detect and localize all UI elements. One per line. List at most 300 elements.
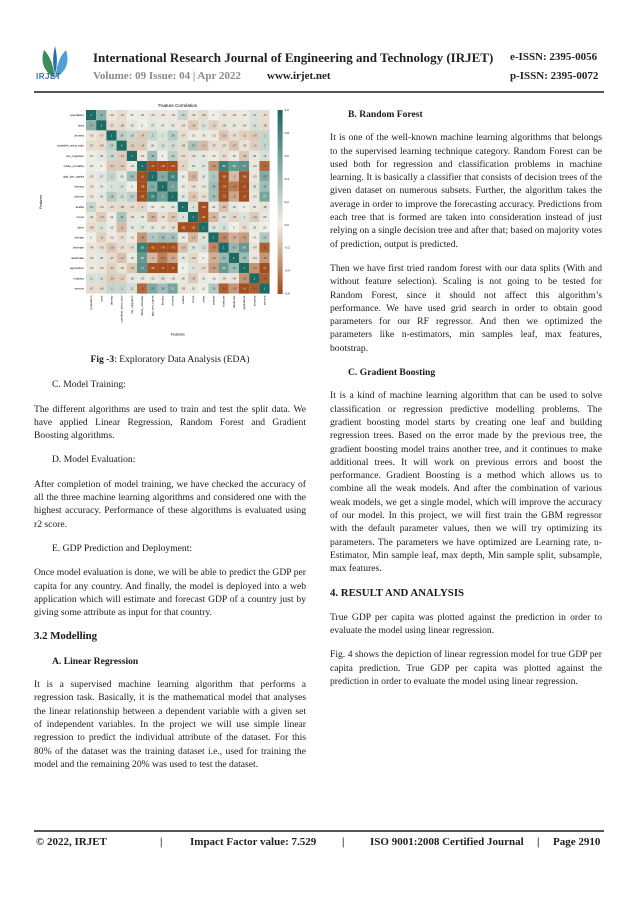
heatmap-cell-value: -.2 bbox=[201, 144, 205, 148]
heatmap-cell-value: -.03 bbox=[109, 114, 114, 118]
heatmap-cell-value: .08 bbox=[160, 277, 165, 281]
heatmap-cell-value: -.06 bbox=[99, 246, 104, 250]
heatmap-cell-value: -.31 bbox=[241, 236, 247, 240]
logo-text: IRJET bbox=[36, 72, 62, 81]
heatmap-cell-value: -.76 bbox=[139, 185, 145, 189]
heatmap-cell-value: -.15 bbox=[190, 195, 196, 199]
heatmap-cell-value: -.22 bbox=[190, 175, 196, 179]
heatmap-cell-value: .85 bbox=[140, 246, 144, 250]
heatmap-cell-value: .15 bbox=[170, 144, 175, 148]
heatmap-cell-value: .28 bbox=[170, 134, 175, 138]
right-column bbox=[330, 108, 602, 699]
heatmap-cell-value: -.02 bbox=[211, 134, 216, 138]
x-tick-label: coastline_area_ratio bbox=[119, 295, 124, 323]
heatmap-cell-value: -.07 bbox=[231, 134, 237, 138]
heatmap-cell-value: .2 bbox=[263, 144, 266, 148]
heatmap-cell-value: .66 bbox=[140, 256, 144, 260]
heatmap-cell-value: -.14 bbox=[252, 134, 257, 138]
heatmap-cell-value: -.07 bbox=[88, 144, 94, 148]
heatmap-cell-value: -.16 bbox=[221, 134, 226, 138]
heatmap-cell-value: -.11 bbox=[211, 124, 216, 128]
e-issn: e-ISSN: 2395-0056 bbox=[510, 51, 598, 63]
heatmap-cell-value: -.5 bbox=[262, 165, 267, 169]
footer-iso: ISO 9001:2008 Certified Journal bbox=[370, 836, 524, 848]
heatmap-cell-value: .06 bbox=[201, 154, 206, 158]
heatmap-cell-value: -.03 bbox=[160, 226, 165, 230]
heatmap-cell-value: -.07 bbox=[109, 256, 114, 260]
colorbar-segment bbox=[278, 160, 283, 165]
y-tick-label: density bbox=[74, 133, 84, 138]
heatmap-cell-value: -.07 bbox=[129, 205, 135, 209]
colorbar-segment bbox=[278, 188, 283, 193]
heatmap-cell-value: -.18 bbox=[180, 246, 186, 250]
heatmap-cell-value: -.14 bbox=[119, 165, 124, 169]
heatmap-cell-value: 1 bbox=[253, 277, 256, 281]
heatmap-cell-value: .24 bbox=[170, 154, 175, 158]
x-tick-label: gdp_per_capita bbox=[150, 295, 155, 317]
results-text-2: Fig. 4 shows the depiction of linear regression model for true GDP per capita prediction. True GDP per capita was plotted against the prediction in order to evaluate the model using linear regression. bbox=[330, 649, 602, 687]
heatmap-cell-value: .33 bbox=[119, 216, 124, 220]
left-column bbox=[34, 100, 306, 782]
heatmap-cell-value: -.03 bbox=[231, 114, 237, 118]
heatmap-cell-value: -.07 bbox=[109, 124, 114, 128]
heatmap-cell-value: -.03 bbox=[150, 114, 155, 118]
heatmap-cell-value: -.06 bbox=[160, 216, 165, 220]
eda-heatmap-figure bbox=[34, 100, 304, 345]
heatmap-cell-value: -.03 bbox=[88, 134, 94, 138]
heatmap-cell-value: .57 bbox=[262, 195, 267, 199]
footer-separator: | bbox=[160, 836, 163, 848]
heatmap-cell-value: .02 bbox=[181, 175, 185, 179]
heatmap-cell-value: -.04 bbox=[252, 246, 257, 250]
heatmap-cell-value: .65 bbox=[242, 246, 246, 250]
heatmap-cell-value: -.24 bbox=[211, 256, 216, 260]
heatmap-cell-value: .83 bbox=[170, 175, 175, 179]
heatmap-cell-value: .71 bbox=[242, 165, 246, 169]
heatmap-cell-value: -.01 bbox=[211, 154, 216, 158]
footer-copyright: © 2022, IRJET bbox=[36, 836, 107, 848]
heatmap-cell-value: .04 bbox=[211, 205, 216, 209]
heatmap-cell-value: -.04 bbox=[88, 246, 94, 250]
colorbar-segment bbox=[278, 225, 283, 230]
heatmap-cell-value: .38 bbox=[150, 154, 155, 158]
heatmap-cell-value: .36 bbox=[170, 236, 175, 240]
heatmap-cell-value: -.6 bbox=[160, 267, 165, 271]
heatmap-cell-value: -.03 bbox=[88, 185, 94, 189]
heatmap-cell-value: .53 bbox=[150, 287, 155, 291]
colorbar-segment bbox=[278, 257, 283, 262]
heatmap-cell-value: -.17 bbox=[119, 256, 124, 260]
heatmap-cell-value: -.04 bbox=[190, 114, 196, 118]
heatmap-cell-value: -.85 bbox=[180, 226, 186, 230]
colorbar-tick-label: -0.2 bbox=[284, 245, 290, 250]
heatmap-cell-value: -.08 bbox=[262, 124, 267, 128]
colorbar-segment bbox=[278, 133, 283, 138]
heatmap-cell-value: .05 bbox=[232, 124, 236, 128]
colorbar-segment bbox=[278, 261, 283, 266]
heatmap-cell-value: -.07 bbox=[180, 154, 186, 158]
heatmap-cell-value: -.27 bbox=[231, 195, 237, 199]
heatmap-cell-value: .01 bbox=[130, 114, 134, 118]
y-tick-label: deathrate bbox=[71, 255, 84, 260]
heatmap-cell-value: -.04 bbox=[252, 256, 257, 260]
heatmap-cell-value: -.22 bbox=[150, 216, 155, 220]
heatmap-cell-value: .09 bbox=[191, 246, 195, 250]
heatmap-cell-value: -.54 bbox=[252, 287, 257, 291]
heatmap-cell-value: -.15 bbox=[241, 154, 247, 158]
heatmap-cell-value: -.16 bbox=[109, 246, 114, 250]
heatmap-cell-value: -.03 bbox=[129, 165, 135, 169]
heatmap-cell-value: -.07 bbox=[119, 236, 124, 240]
y-tick-label: crops bbox=[76, 215, 84, 220]
colorbar-segment bbox=[278, 115, 283, 120]
y-tick-label: agriculture bbox=[69, 266, 84, 271]
colorbar-tick-label: 1.0 bbox=[284, 108, 289, 112]
heatmap-cell-value: .38 bbox=[160, 236, 165, 240]
heatmap-cell-value: .33 bbox=[191, 144, 195, 148]
y-tick-label: coastline_area_ratio bbox=[56, 143, 84, 148]
heatmap-cell-value: .01 bbox=[89, 154, 93, 158]
heatmap-cell-value: -.39 bbox=[221, 236, 226, 240]
heatmap-cell-value: .05 bbox=[130, 277, 134, 281]
heatmap-cell-value: -.04 bbox=[88, 216, 94, 220]
colorbar-segment bbox=[278, 174, 283, 179]
heatmap-cell-value: 0 bbox=[243, 205, 245, 209]
random-forest-text-2: Then we have first tried random forest with our data splits (With and without feature selection). Scaling is not going to be tested for Random Forest, since it should not affect this algorithm’s performance. We have used grid search in order to obtain good parameters for our RF regressor. And then we optimized the parameters like n-estimators, min samples leaf, max features, bootstrap. bbox=[330, 262, 602, 354]
x-tick-label: literacy bbox=[160, 295, 165, 306]
heatmap-cell-value: 1 bbox=[131, 154, 133, 158]
heatmap-cell-value: -.06 bbox=[190, 185, 196, 189]
heatmap-cell-value: .11 bbox=[252, 114, 257, 118]
heatmap-cell-value: .15 bbox=[119, 195, 124, 199]
heatmap-cell-value: 1 bbox=[233, 256, 235, 260]
heatmap-cell-value: -.08 bbox=[201, 114, 206, 118]
colorbar-segment bbox=[278, 243, 283, 248]
x-tick-label: deathrate bbox=[231, 295, 236, 309]
colorbar-segment bbox=[278, 110, 283, 115]
heatmap-cell-value: -.02 bbox=[109, 236, 114, 240]
heatmap-cell-value: .1 bbox=[110, 185, 113, 189]
heatmap-cell-value: 1 bbox=[202, 226, 205, 230]
heatmap-cell-value: -.1 bbox=[140, 205, 144, 209]
heatmap-cell-value: 1 bbox=[141, 165, 143, 169]
heatmap-cell-value: .3 bbox=[212, 175, 215, 179]
heatmap-cell-value: -.07 bbox=[211, 144, 216, 148]
heatmap-cell-value: -.07 bbox=[99, 134, 104, 138]
heatmap-cell-value: .07 bbox=[150, 124, 155, 128]
journal-website[interactable]: www.irjet.net bbox=[267, 70, 331, 82]
heatmap-cell-value: .05 bbox=[252, 205, 257, 209]
heatmap-cell-value: -.12 bbox=[252, 144, 257, 148]
heatmap-cell-value: .05 bbox=[232, 205, 236, 209]
model-training-text: The different algorithms are used to train and test the split data. We have applied Linear Regression, Random Forest and Gradient Boosting algorithms. bbox=[34, 403, 306, 442]
heatmap-cell-value: -.14 bbox=[109, 165, 114, 169]
heatmap-cell-value: .18 bbox=[130, 134, 134, 138]
heatmap-cell-value: -.79 bbox=[221, 185, 226, 189]
colorbar-segment bbox=[278, 197, 283, 202]
heatmap-cell-value: .05 bbox=[119, 175, 124, 179]
gradient-boosting-heading: C. Gradient Boosting bbox=[348, 367, 436, 379]
journal-title: International Research Journal of Engineering and Technology (IRJET) bbox=[93, 50, 494, 65]
x-tick-label: climate bbox=[211, 295, 216, 306]
heatmap-cell-value: -.61 bbox=[190, 226, 196, 230]
page-header bbox=[0, 0, 638, 98]
heatmap-cell-value: .06 bbox=[170, 205, 175, 209]
heatmap-cell-value: .03 bbox=[130, 256, 134, 260]
heatmap-cell-value: .11 bbox=[89, 277, 93, 281]
heatmap-cell-value: .06 bbox=[130, 226, 134, 230]
linear-regression-text: It is a supervised machine learning algorithm that performs a regression task. Basically, it is the mathematical model that analyses the linear relationship between a dependent variable with a given set of independent variables. In the project we will use simple linear regression to predict the individual attribute of the dataset. For this 80% of the dataset was the training dataset i.e., used for training the model and the remaining 20% was used to test the dataset. bbox=[34, 679, 306, 770]
heatmap-cell-value: .47 bbox=[89, 124, 93, 128]
heatmap-cell-value: -.33 bbox=[139, 236, 145, 240]
heatmap-cell-value: .12 bbox=[201, 246, 206, 250]
heatmap-cell-value: -.06 bbox=[170, 226, 175, 230]
heatmap-cell-value: 0 bbox=[100, 165, 103, 169]
heatmap-cell-value: -.11 bbox=[109, 267, 114, 271]
heatmap-cell-value: .05 bbox=[140, 216, 144, 220]
colorbar-segment bbox=[278, 280, 283, 285]
p-issn: p-ISSN: 2395-0072 bbox=[510, 70, 599, 82]
heatmap-cell-value: .03 bbox=[109, 226, 114, 230]
heatmap-cell-value: -.05 bbox=[241, 144, 247, 148]
heatmap-cell-value: .06 bbox=[99, 195, 104, 199]
heatmap-cell-value: -.05 bbox=[180, 287, 186, 291]
y-tick-label: service bbox=[74, 286, 84, 291]
heatmap-cell-value: .01 bbox=[201, 287, 206, 291]
heatmap-cell-value: .05 bbox=[191, 287, 195, 291]
y-tick-label: phones bbox=[74, 194, 84, 199]
colorbar-segment bbox=[278, 165, 283, 170]
colorbar-segment bbox=[278, 202, 283, 207]
colorbar-segment bbox=[278, 248, 283, 253]
x-tick-label: agriculture bbox=[242, 295, 247, 310]
heatmap-cell-value: .05 bbox=[150, 144, 155, 148]
heatmap-cell-value: -.61 bbox=[201, 216, 206, 220]
heatmap-cell-value: .05 bbox=[201, 175, 206, 179]
colorbar-segment bbox=[278, 234, 283, 239]
heatmap-cell-value: -.03 bbox=[252, 165, 257, 169]
heatmap-cell-value: .05 bbox=[181, 277, 185, 281]
heatmap-cell-value: -.67 bbox=[139, 195, 145, 199]
heatmap-cell-value: -.05 bbox=[190, 154, 196, 158]
heatmap-cell-value: -.33 bbox=[211, 165, 216, 169]
heatmap-cell-value: -.17 bbox=[231, 144, 237, 148]
heatmap-cell-value: -.72 bbox=[221, 195, 226, 199]
results-heading: 4. RESULT AND ANALYSIS bbox=[330, 586, 465, 599]
heatmap-cell-value: -.03 bbox=[201, 185, 206, 189]
heatmap-cell-value: .03 bbox=[181, 185, 185, 189]
heatmap-cell-value: -.33 bbox=[231, 287, 237, 291]
random-forest-heading: B. Random Forest bbox=[348, 109, 423, 120]
colorbar-segment bbox=[278, 170, 283, 175]
header-rule bbox=[34, 91, 604, 93]
heatmap-cell-value: .83 bbox=[150, 195, 155, 199]
colorbar-segment bbox=[278, 289, 283, 294]
heatmap-cell-value: 1 bbox=[161, 185, 164, 189]
heatmap-cell-value: 1 bbox=[151, 175, 154, 179]
heatmap-cell-value: -.5 bbox=[140, 287, 144, 291]
heatmap-cell-value: -.1 bbox=[181, 165, 185, 169]
heatmap-cell-value: .03 bbox=[201, 277, 206, 281]
heatmap-cell-value: -.14 bbox=[139, 144, 145, 148]
x-tick-label: birthrate bbox=[221, 295, 226, 307]
heatmap-chart bbox=[34, 100, 304, 345]
colorbar-segment bbox=[278, 179, 283, 184]
y-tick-label: climate bbox=[74, 235, 84, 240]
heatmap-cell-value: -.6 bbox=[171, 267, 175, 271]
x-tick-label: other bbox=[201, 295, 206, 303]
heatmap-cell-value: -.03 bbox=[139, 277, 145, 281]
heatmap-cell-value: .39 bbox=[242, 256, 246, 260]
colorbar-segment bbox=[278, 216, 283, 221]
heatmap-cell-value: -.13 bbox=[129, 144, 135, 148]
colorbar-segment bbox=[278, 151, 283, 156]
colorbar-segment bbox=[278, 142, 283, 147]
heatmap-cell-value: -.65 bbox=[221, 175, 226, 179]
heatmap-cell-value: -.79 bbox=[160, 246, 165, 250]
heatmap-cell-value: .38 bbox=[211, 185, 216, 189]
footer-rule bbox=[34, 830, 604, 832]
x-axis-label: Features bbox=[170, 332, 185, 337]
heatmap-cell-value: -.14 bbox=[139, 134, 145, 138]
y-tick-label: net_migration bbox=[65, 153, 84, 158]
heatmap-cell-value: .6 bbox=[161, 195, 164, 199]
colorbar-tick-label: -0.6 bbox=[284, 291, 290, 296]
heatmap-cell-value: .53 bbox=[262, 175, 267, 179]
heatmap-cell-value: .51 bbox=[160, 175, 165, 179]
heatmap-cell-value: .1 bbox=[161, 134, 164, 138]
heatmap-cell-value: -.72 bbox=[170, 246, 175, 250]
heatmap-cell-value: .29 bbox=[262, 236, 267, 240]
heatmap-cell-value: .66 bbox=[232, 165, 236, 169]
colorbar-tick-label: 0.6 bbox=[284, 153, 289, 158]
heatmap-cell-value: -.01 bbox=[252, 236, 257, 240]
heatmap-cell-value: .11 bbox=[201, 124, 206, 128]
heatmap-cell-value: 0 bbox=[233, 226, 235, 230]
heatmap-cell-value: -.08 bbox=[180, 144, 186, 148]
figure-caption-text: : Exploratory Data Analysis (EDA) bbox=[114, 354, 250, 365]
colorbar-tick-label: 0.0 bbox=[284, 222, 289, 227]
heatmap-cell-value: -.09 bbox=[231, 216, 237, 220]
heatmap-cell-value: .03 bbox=[232, 154, 236, 158]
heatmap-cell-value: -.07 bbox=[180, 134, 186, 138]
gdp-prediction-heading: E. GDP Prediction and Deployment: bbox=[52, 542, 193, 554]
heatmap-cell-value: 1 bbox=[171, 195, 174, 199]
heatmap-cell-value: .36 bbox=[211, 195, 216, 199]
heatmap-cell-value: -.03 bbox=[150, 277, 155, 281]
y-tick-label: infant_mortality bbox=[63, 164, 84, 169]
heatmap-cell-value: -.65 bbox=[150, 246, 155, 250]
heatmap-cell-value: .02 bbox=[109, 216, 114, 220]
x-tick-label: phones bbox=[170, 295, 175, 306]
heatmap-cell-value: -.07 bbox=[119, 246, 124, 250]
heatmap-cell-value: -.07 bbox=[119, 114, 124, 118]
chart-title: Feature Correlation bbox=[158, 103, 198, 108]
heatmap-cell-value: -.01 bbox=[211, 277, 216, 281]
heatmap-cell-value: -.01 bbox=[129, 236, 135, 240]
colorbar-segment bbox=[278, 266, 283, 271]
colorbar-segment bbox=[278, 147, 283, 152]
colorbar-tick-label: 0.8 bbox=[284, 130, 289, 135]
modelling-heading: 3.2 Modelling bbox=[34, 630, 97, 643]
y-tick-label: area bbox=[77, 123, 84, 128]
heatmap-cell-value: -.02 bbox=[88, 267, 94, 271]
heatmap-cell-value: .42 bbox=[221, 256, 226, 260]
model-evaluation-text: After completion of model training, we have checked the accuracy of all the three machine learning algorithms and considered one with the highest accuracy. Performance of these algorithms is evaluated using r2 score. bbox=[34, 478, 306, 530]
heatmap-cell-value: 0 bbox=[131, 185, 133, 189]
heatmap-cell-value: -.24 bbox=[231, 236, 237, 240]
heatmap-cell-value: -.06 bbox=[221, 124, 226, 128]
heatmap-cell-value: -.42 bbox=[231, 185, 237, 189]
colorbar-segment bbox=[278, 252, 283, 257]
heatmap-cell-value: -.33 bbox=[262, 256, 267, 260]
heatmap-cell-value: -.27 bbox=[170, 256, 175, 260]
heatmap-cell-value: -.07 bbox=[109, 205, 114, 209]
heatmap-cell-value: .38 bbox=[262, 185, 267, 189]
heatmap-cell-value: -.04 bbox=[180, 124, 186, 128]
heatmap-cell-value: .03 bbox=[252, 226, 257, 230]
heatmap-cell-value: .19 bbox=[181, 114, 185, 118]
heatmap-cell-value: .3 bbox=[151, 236, 154, 240]
heatmap-cell-value: -.06 bbox=[201, 195, 206, 199]
heatmap-cell-value: .2 bbox=[151, 134, 154, 138]
heatmap-cell-value: .12 bbox=[262, 154, 267, 158]
heatmap-cell-value: -.05 bbox=[129, 216, 135, 220]
heatmap-cell-value: -.07 bbox=[262, 114, 267, 118]
heatmap-cell-value: -.08 bbox=[99, 287, 104, 291]
heatmap-cell-value: -.04 bbox=[221, 114, 226, 118]
footer-impact-factor: Impact Factor value: 7.529 bbox=[190, 836, 317, 848]
heatmap-cell-value: -.14 bbox=[190, 277, 196, 281]
heatmap-cell-value: .71 bbox=[140, 267, 144, 271]
heatmap-cell-value: -.07 bbox=[129, 246, 135, 250]
heatmap-cell-value: .28 bbox=[109, 195, 114, 199]
heatmap-cell-value: .47 bbox=[99, 114, 104, 118]
heatmap-cell-value: -.04 bbox=[221, 277, 226, 281]
y-axis-label: Features bbox=[39, 194, 43, 209]
colorbar-segment bbox=[278, 183, 283, 188]
heatmap-cell-value: -.04 bbox=[231, 277, 237, 281]
colorbar-segment bbox=[278, 128, 283, 133]
heatmap-cell-value: -.05 bbox=[262, 205, 267, 209]
heatmap-cell-value: .02 bbox=[140, 114, 144, 118]
heatmap-cell-value: -.11 bbox=[241, 134, 247, 138]
heatmap-cell-value: .05 bbox=[99, 256, 104, 260]
model-evaluation-heading: D. Model Evaluation: bbox=[52, 454, 136, 466]
heatmap-cell-value: 1 bbox=[192, 216, 194, 220]
heatmap-cell-value: .04 bbox=[99, 185, 104, 189]
y-tick-label: population bbox=[70, 113, 84, 118]
heatmap-cell-value: -.07 bbox=[201, 267, 206, 271]
heatmap-cell-value: .02 bbox=[191, 134, 195, 138]
heatmap-cell-value: .51 bbox=[150, 185, 155, 189]
x-tick-label: arable bbox=[180, 295, 185, 304]
heatmap-cell-value: .09 bbox=[221, 216, 226, 220]
heatmap-cell-value: -.13 bbox=[119, 154, 124, 158]
heatmap-cell-value: .24 bbox=[109, 144, 114, 148]
heatmap-cell-value: .2 bbox=[263, 134, 266, 138]
heatmap-cell-value: -.85 bbox=[201, 205, 206, 209]
colorbar-segment bbox=[278, 229, 283, 234]
heatmap-cell-value: 1 bbox=[110, 134, 113, 138]
x-tick-label: density bbox=[109, 295, 114, 306]
heatmap-cell-value: 1 bbox=[263, 287, 266, 291]
heatmap-cell-value: .39 bbox=[232, 267, 236, 271]
heatmap-cell-value: .05 bbox=[130, 124, 134, 128]
gradient-boosting-text: It is a kind of machine learning algorithm that can be used to solve classification or regression predictive modelling problems. The gradient boosting model starts by creating one leaf and building regression trees. Based on the error made by the previous tree, the gradient boosting model trains another tree, and it continues to make additional trees. It will work on previous errors and boost the performance. Gradient Boosting is a method which allows us to combine all the weak models. And after the combination of various weak models, we get a single model, which will improve the accuracy of our model. In this project, we will first train the GBM regressor with the default parameter values, then we will try optimizing its parameters. The parameters we have optimized are Learning rate, n-Estimator, Min sample leaf, max depth, Min sample split, subsample, max features. bbox=[330, 390, 602, 575]
heatmap-cell-value: -.6 bbox=[242, 287, 246, 291]
heatmap-cell-value: .11 bbox=[99, 226, 104, 230]
